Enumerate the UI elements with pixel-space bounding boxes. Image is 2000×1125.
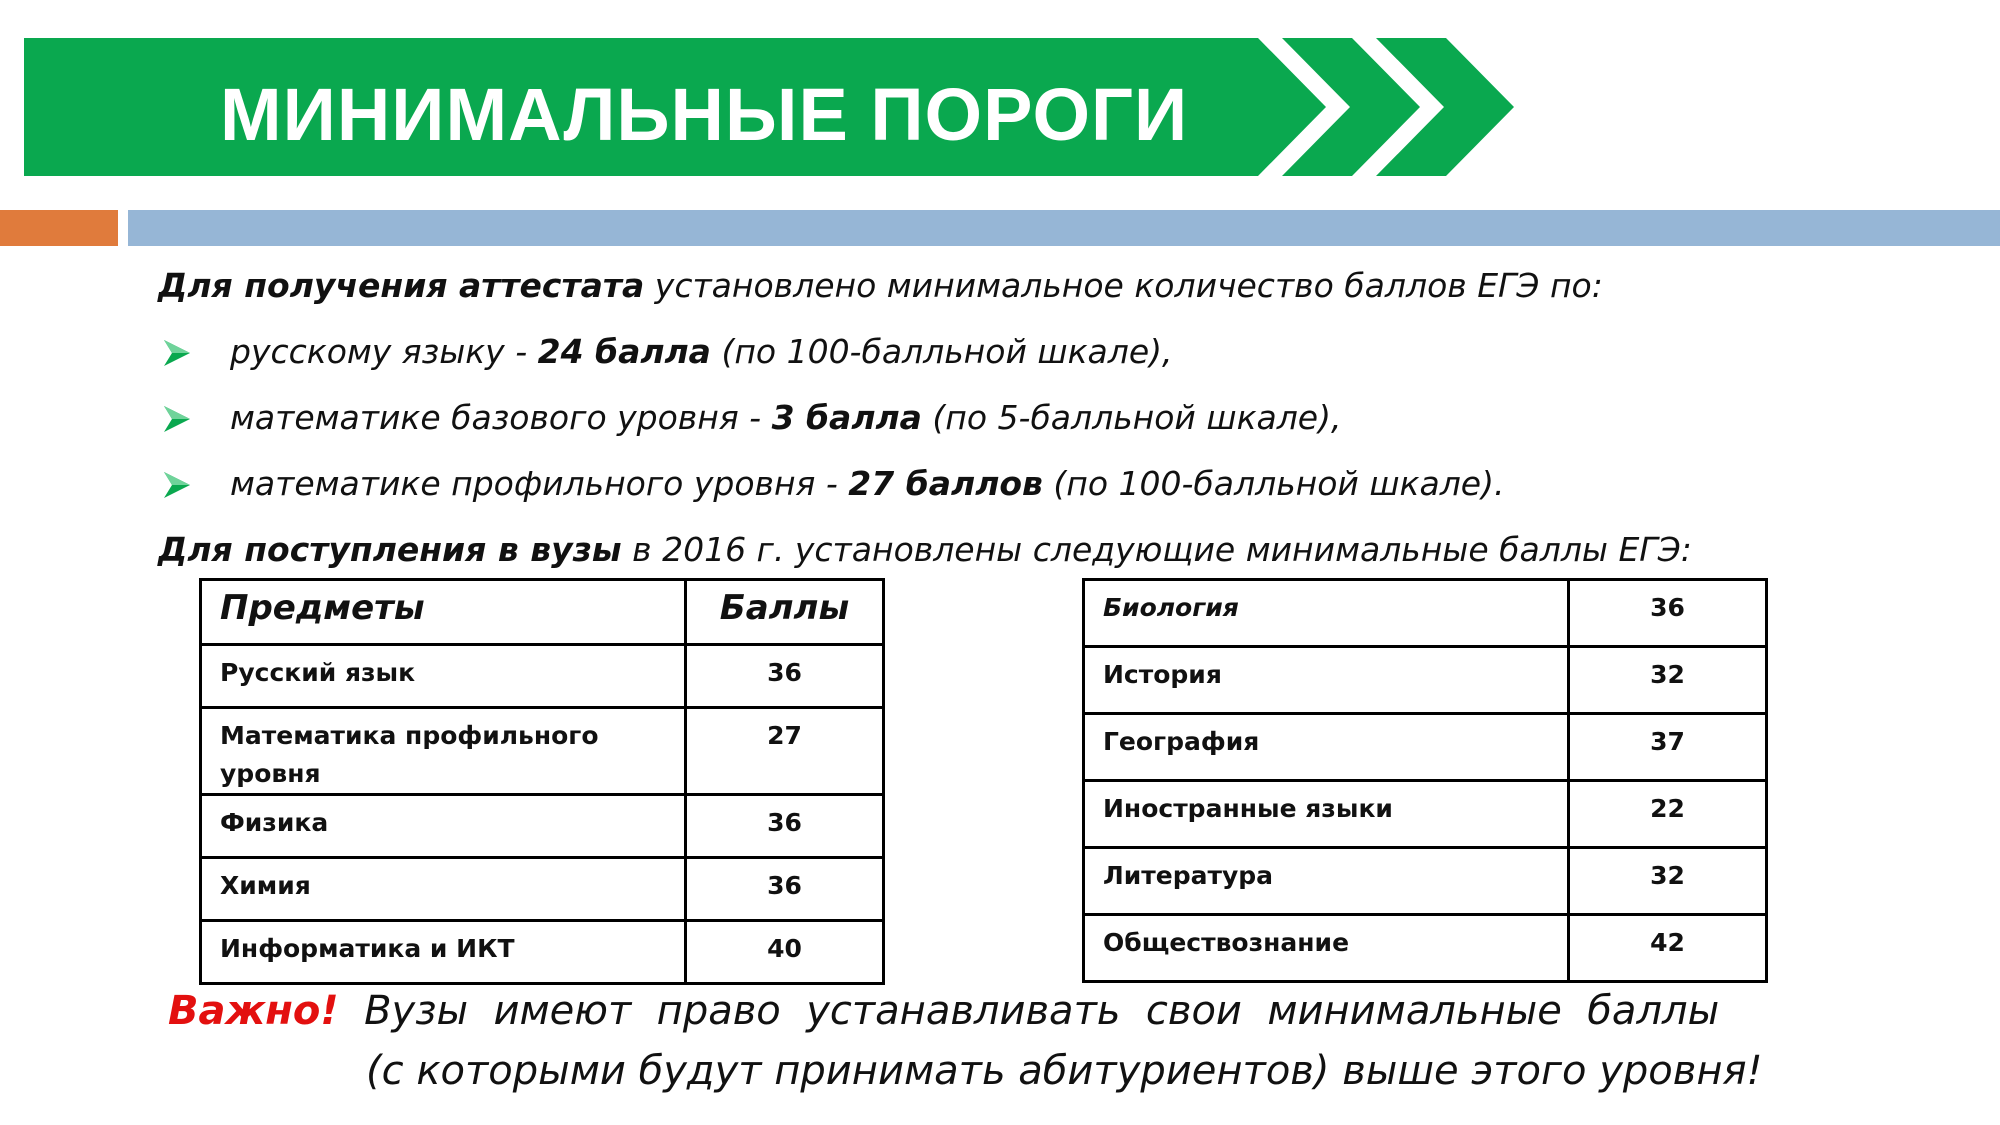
subject-cell: Биология — [1084, 580, 1569, 647]
attestat-heading: Для получения аттестата установлено минимальное количество баллов ЕГЭ по: — [158, 266, 1603, 305]
subject-cell: Физика — [201, 795, 686, 858]
subject-cell: Иностранные языки — [1084, 781, 1569, 848]
orange-accent-bar — [0, 210, 118, 246]
score-cell: 32 — [1569, 848, 1767, 915]
score-cell: 37 — [1569, 714, 1767, 781]
scores-table-right — [1082, 578, 1768, 983]
header-scores: Баллы — [686, 580, 884, 645]
bullet-math-base: математике базового уровня - 3 балла (по 5-балльной шкале), — [230, 398, 1342, 437]
score-cell: 36 — [686, 795, 884, 858]
subject-cell: Обществознание — [1084, 915, 1569, 982]
bullet-math-profile: математике профильного уровня - 27 баллов (по 100-балльной шкале). — [230, 464, 1505, 503]
score-cell: 42 — [1569, 915, 1767, 982]
subject-cell: Информатика и ИКТ — [201, 921, 686, 984]
subject-cell: География — [1084, 714, 1569, 781]
score-cell: 27 — [686, 708, 884, 795]
green-arrow-icon — [162, 470, 192, 500]
table-row — [201, 921, 884, 984]
vuz-heading: Для поступления в вузы в 2016 г. установлены следующие минимальные баллы ЕГЭ: — [158, 530, 1692, 569]
important-note-line2: (с которыми будут принимать абитуриентов) выше этого уровня! — [366, 1048, 1763, 1094]
blue-divider-bar — [128, 210, 2000, 246]
table-row — [1084, 714, 1767, 781]
subject-cell: История — [1084, 647, 1569, 714]
subject-cell: Химия — [201, 858, 686, 921]
score-cell: 22 — [1569, 781, 1767, 848]
green-arrow-icon — [162, 338, 192, 368]
bullet-russian: русскому языку - 24 балла (по 100-балльной шкале), — [230, 332, 1173, 371]
table-row — [201, 795, 884, 858]
scores-table-left — [199, 578, 885, 985]
table-row — [201, 708, 884, 795]
header-subjects: Предметы — [201, 580, 686, 645]
table-row — [201, 645, 884, 708]
important-note-line1: Важно! Вузы имеют право устанавливать свои минимальные баллы — [168, 988, 1720, 1034]
score-cell: 40 — [686, 921, 884, 984]
score-cell: 36 — [686, 858, 884, 921]
score-cell: 32 — [1569, 647, 1767, 714]
score-cell: 36 — [686, 645, 884, 708]
table-header-row — [201, 580, 884, 645]
score-cell: 36 — [1569, 580, 1767, 647]
table-row — [1084, 915, 1767, 982]
table-row — [201, 858, 884, 921]
green-arrow-icon — [162, 404, 192, 434]
table-row — [1084, 580, 1767, 647]
table-row — [1084, 781, 1767, 848]
subject-cell: Русский язык — [201, 645, 686, 708]
table-row — [1084, 647, 1767, 714]
table-row — [1084, 848, 1767, 915]
subject-cell: Математика профильного уровня — [201, 708, 686, 795]
subject-cell: Литература — [1084, 848, 1569, 915]
page-title: МИНИМАЛЬНЫЕ ПОРОГИ — [220, 73, 1189, 156]
important-label: Важно! — [168, 988, 339, 1034]
